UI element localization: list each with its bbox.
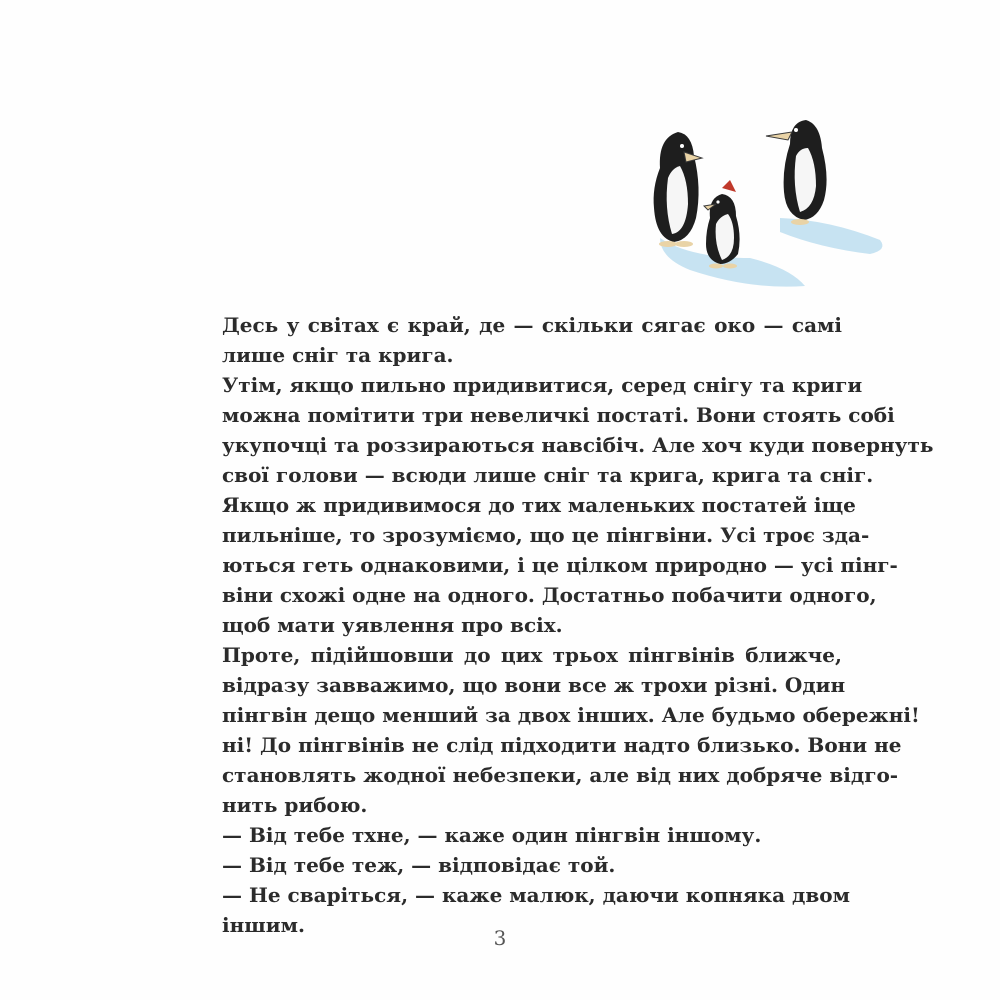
- text-line: — Не сваріться, — каже малюк, даючи копняка двом: [222, 883, 850, 907]
- text-line: — Від тебе теж, — відповідає той.: [222, 853, 616, 877]
- text-line: Якщо ж придивимося до тих маленьких постатей іще: [222, 493, 856, 517]
- text-line: пінгвін дещо менший за двох інших. Але будьмо обережні!: [222, 703, 920, 727]
- penguins-illustration: [630, 108, 900, 298]
- text-line: становлять жодної небезпеки, але від них добряче відго-: [222, 763, 899, 787]
- text-line: укупочці та роззираються навсібіч. Але хоч куди повернуть: [222, 433, 934, 457]
- text-line: щоб мати уявлення про всіх.: [222, 613, 563, 637]
- page-number: 3: [493, 926, 507, 950]
- text-line: — Від тебе тхне, — каже один пінгвін іншому.: [222, 823, 762, 847]
- ice-patch: [660, 218, 882, 287]
- text-line: пильніше, то зрозуміємо, що це пінгвіни. Усі троє зда-: [222, 523, 870, 547]
- penguin-left: [654, 132, 702, 247]
- text-line: лише сніг та крига.: [222, 343, 454, 367]
- text-line: свої голови — всюди лише сніг та крига, крига та сніг.: [222, 463, 874, 487]
- text-line: ні! До пінгвінів не слід підходити надто близько. Вони не: [222, 733, 902, 757]
- penguin-small: [704, 180, 740, 269]
- text-line: Утім, якщо пильно придивитися, серед снігу та криги: [222, 373, 863, 397]
- text-line: Десь у світах є край, де — скільки сягає око — самі: [222, 313, 842, 337]
- text-line: відразу завважимо, що вони все ж трохи різні. Один: [222, 673, 846, 697]
- penguin-right: [766, 120, 827, 225]
- text-line: віни схожі одне на одного. Достатньо побачити одного,: [222, 583, 877, 607]
- text-line: Проте, підійшовши до цих трьох пінгвінів ближче,: [222, 643, 842, 667]
- text-line: нить рибою.: [222, 793, 368, 817]
- text-line: можна помітити три невеличкі постаті. Вони стоять собі: [222, 403, 895, 427]
- text-line: ються геть однаковими, і це цілком природно — усі пінг-: [222, 553, 898, 577]
- story-text: [222, 310, 934, 940]
- text-line: іншим.: [222, 913, 305, 937]
